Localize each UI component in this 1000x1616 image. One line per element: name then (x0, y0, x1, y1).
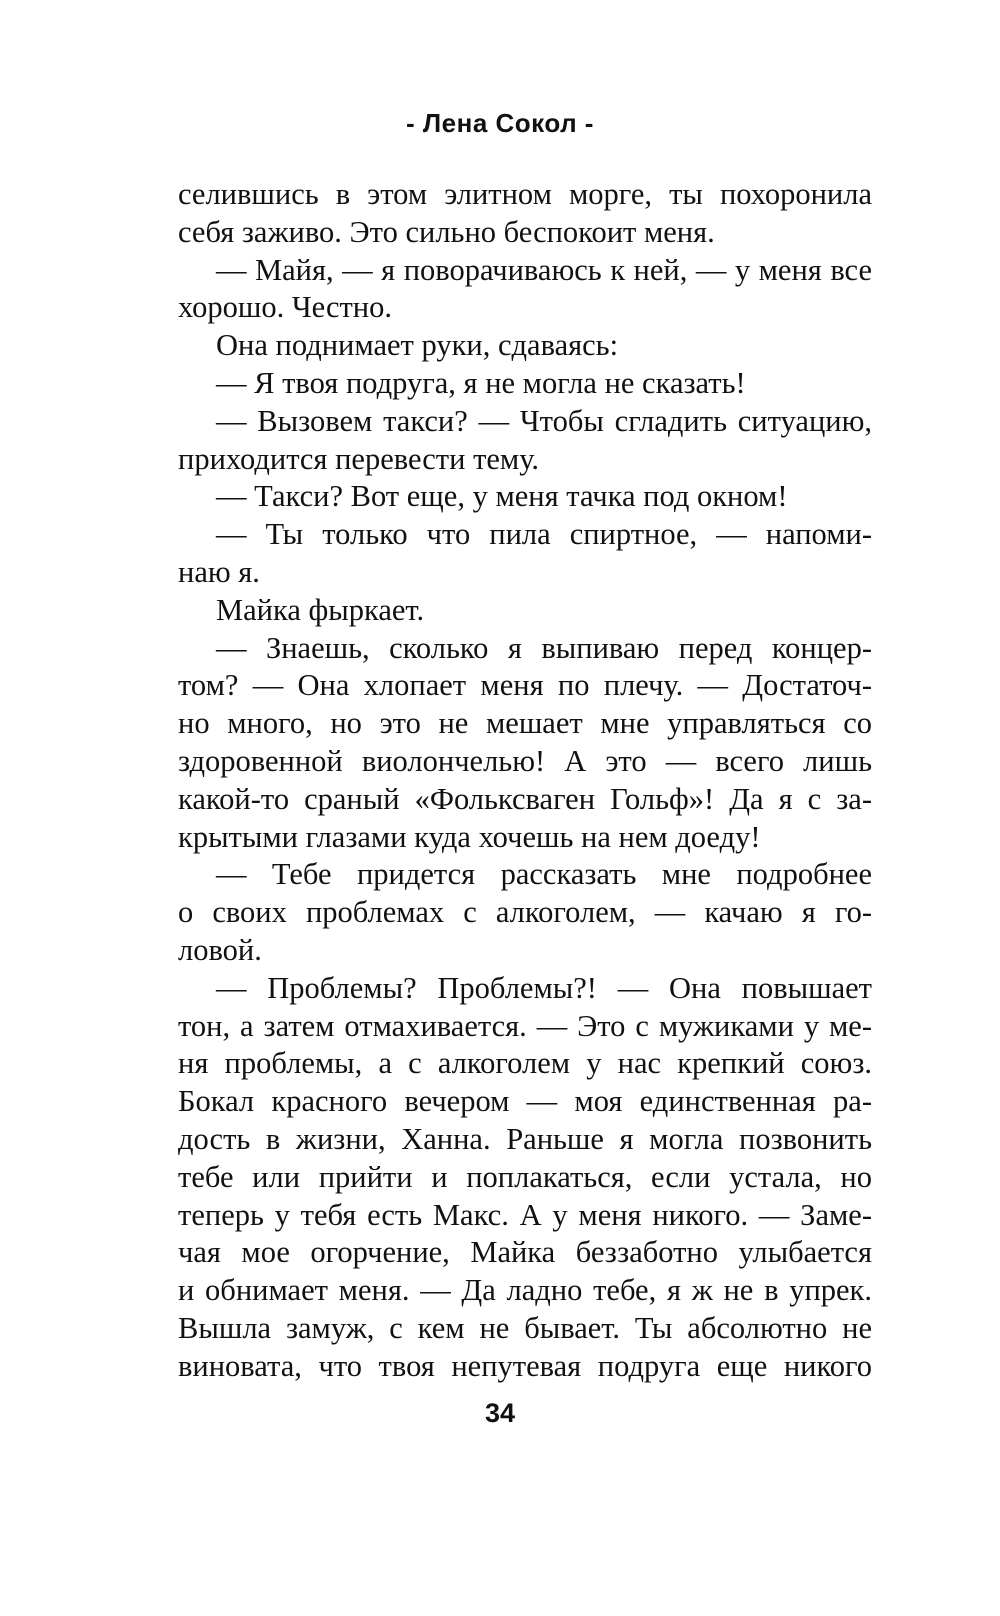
text-line: — Вызовем такси? — Чтобы сгладить ситуацию, (216, 403, 872, 438)
text-line: наю я. (178, 554, 260, 589)
text-line: — Такси? Вот еще, у меня тачка под окном! (216, 479, 788, 514)
text-line: хорошо. Честно. (178, 290, 393, 325)
text-line: дость в жизни, Ханна. Раньше я могла позвонить (178, 1121, 872, 1156)
page-number: 34 (484, 1398, 516, 1428)
text-line: ловой. (178, 932, 262, 967)
text-line: но много, но это не мешает мне управляться со (178, 706, 872, 741)
text-line: теперь у тебя есть Макс. А у меня никого. — Заме- (178, 1197, 872, 1232)
text-line: Бокал красного вечером — моя единственная ра- (178, 1084, 872, 1119)
text-line: о своих проблемах с алкоголем, — качаю я го- (178, 895, 872, 930)
text-line: себя заживо. Это сильно беспокоит меня. (178, 214, 715, 249)
text-line: какой-то сраный «Фольксваген Гольф»! Да я с за- (178, 781, 872, 816)
text-line: — Майя, — я поворачиваюсь к ней, — у меня все (216, 252, 872, 287)
text-line: крытыми глазами куда хочешь на нем доеду! (178, 819, 761, 854)
running-header-author: - Лена Сокол - (406, 108, 594, 138)
text-line: — Ты только что пила спиртное, — напоми- (216, 517, 872, 552)
text-line: приходится перевести тему. (178, 441, 540, 476)
text-line: том? — Она хлопает меня по плечу. — Достаточ- (178, 668, 872, 703)
text-line: Она поднимает руки, сдаваясь: (216, 328, 619, 363)
text-line: — Тебе придется рассказать мне подробнее (216, 857, 872, 892)
text-line: селившись в этом элитном морге, ты похоронила (178, 177, 872, 211)
text-line: — Проблемы? Проблемы?! — Она повышает (216, 970, 872, 1005)
text-line: — Я твоя подруга, я не могла не сказать! (216, 365, 746, 400)
body-text (178, 176, 872, 1386)
text-line: — Знаешь, сколько я выпиваю перед концер- (216, 630, 872, 665)
text-line: Вышла замуж, с кем не бывает. Ты абсолютно не (178, 1310, 872, 1345)
text-line: ня проблемы, а с алкоголем у нас крепкий союз. (178, 1046, 872, 1081)
text-line: виновата, что твоя непутевая подруга еще никого (178, 1348, 872, 1383)
text-line: тон, а затем отмахивается. — Это с мужиками у ме- (178, 1008, 872, 1043)
text-line: здоровенной виолончелью! А это — всего лишь (178, 743, 872, 778)
text-line: Майка фыркает. (216, 592, 425, 627)
text-line: и обнимает меня. — Да ладно тебе, я ж не в упрек. (178, 1273, 872, 1308)
text-line: чая мое огорчение, Майка беззаботно улыбается (178, 1235, 872, 1270)
text-line: тебе или прийти и поплакаться, если устала, но (178, 1159, 872, 1194)
